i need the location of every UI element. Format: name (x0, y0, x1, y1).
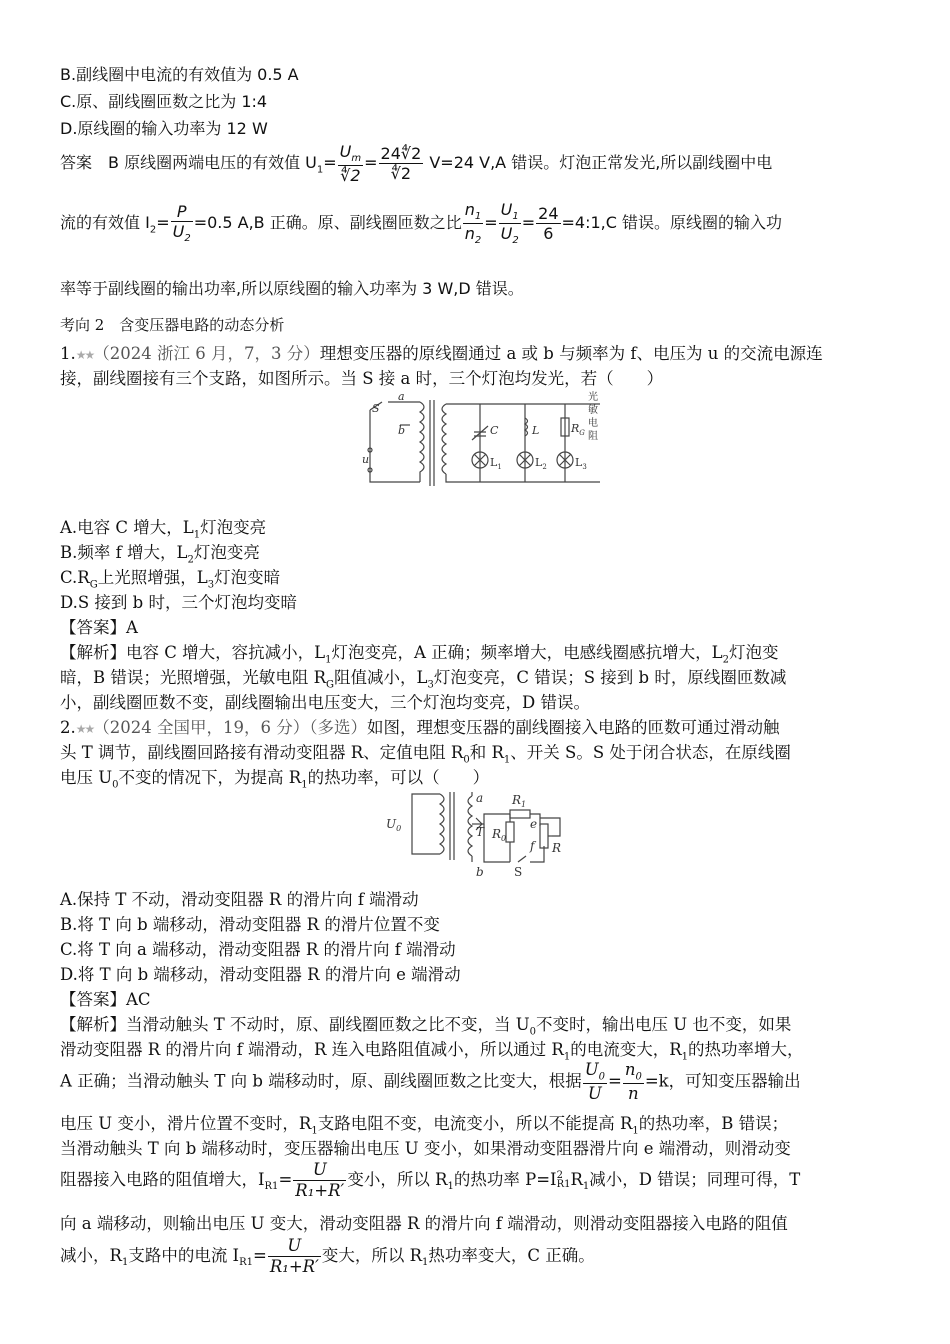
fraction: $\frac{U}{\text{R₁+R′}}$ (295, 1160, 345, 1200)
frac-num: U (500, 200, 513, 219)
q2-stem-line1 (60, 714, 780, 738)
equals: = (323, 153, 337, 173)
label-photo-4: 阻 (588, 431, 598, 442)
fraction (171, 202, 193, 245)
frac-num: U (339, 142, 352, 161)
fraction (499, 200, 521, 247)
question-number: 1. (60, 344, 76, 363)
section-title: 考向 2 含变压器电路的动态分析 (60, 316, 285, 334)
frac-num: n (464, 200, 475, 219)
q2-analysis-line3: A 正确；当滑动触头 T 向 b 端移动时，原、副线圈匝数之比变大，根据 $\frac{U_0}{U}$ = $\frac{n_0}{n}$ =k，可知变压器输出 (60, 1060, 801, 1104)
q1-analysis-line2: 暗，B 错误；光照增强，光敏电阻 $R_G$阻值减小，$L_3$灯泡变亮，C 错误；S 接到 b 时，原线圈匝数减 (60, 668, 787, 691)
q2-stem-line2: 头 T 调节，副线圈回路接有滑动变阻器 R、定值电阻 $R_0$和 $R_1$、开关 S。S 处于闭合状态，在原线圈 (60, 743, 791, 766)
label-a: a (476, 791, 484, 805)
label-u: u (362, 453, 370, 466)
q2-analysis-line1: 【解析】当滑动触头 T 不动时，原、副线圈匝数之比不变，当 $U_0$不变时，输出电压 U 也不变，如果 (60, 1015, 792, 1038)
equals: = (156, 213, 170, 233)
q2-option-d: D.将 T 向 b 端移动，滑动变阻器 R 的滑片向 e 端滑动 (60, 965, 461, 984)
answer1-line3: 率等于副线圈的输出功率,所以原线圈的输入功率为 3 W,D 错误。 (60, 279, 524, 298)
option-d: D.原线圈的输入功率为 12 W (60, 119, 268, 138)
label-rg: $R_G$ (571, 422, 585, 437)
label-u0: $U_0$ (386, 817, 402, 833)
label-a: a (398, 390, 405, 403)
label-b: b (476, 865, 484, 879)
frac-den: n (464, 224, 475, 244)
answer1-text: =4:1,C 错误。原线圈的输入功 (561, 213, 783, 233)
label-f: f (530, 839, 535, 853)
answer1-text: =0.5 A,B 正确。原、副线圈匝数之比 (193, 213, 462, 233)
transformer-circuit-figure-2 (380, 788, 580, 880)
q1-stem-line1 (60, 340, 823, 364)
label-photo-3: 电 (588, 418, 598, 429)
q1-answer: 【答案】A (60, 618, 138, 637)
q2-analysis-line8: 减小，$R_1$支路中的电流 $I_{R1}=$ $\frac{U}{\text{R₁+R′}}$ 变大，所以 $R_1$热功率变大，C 正确。 (60, 1236, 595, 1276)
option-c: C.原、副线圈匝数之比为 1:4 (60, 92, 268, 111)
subscript: 1 (512, 211, 519, 223)
subscript: 2 (512, 235, 519, 247)
label-s: S (372, 402, 380, 415)
transformer-circuit-figure-1 (360, 390, 610, 496)
subscript: 2 (184, 233, 191, 245)
q1-analysis-line1: 【解析】电容 C 增大，容抗减小，$L_1$灯泡变亮，A 正确；频率增大，电感线圈感抗增大，$L_2$灯泡变 (60, 643, 779, 666)
q2-analysis-line7: 向 a 端移动，则输出电压 U 变大，滑动变阻器 R 的滑片向 f 端滑动，则滑动变阻器接入电路的阻值 (60, 1214, 788, 1233)
q2-option-a: A.保持 T 不动，滑动变阻器 R 的滑片向 f 端滑动 (60, 890, 419, 909)
frac-den: ∜2 (340, 166, 361, 186)
frac-num: 24 (538, 204, 559, 223)
label-e: e (530, 817, 538, 831)
q2-option-c: C.将 T 向 a 端移动，滑动变阻器 R 的滑片向 f 端滑动 (60, 940, 456, 959)
q2-stem: 如图，理想变压器的副线圈接入电路的匝数可通过滑动触 (367, 718, 780, 737)
label-l1: $L_1$ (490, 456, 502, 471)
q2-analysis-line6: 阻器接入电路的阻值增大，$I_{R1}=$ $\frac{U}{\text{R₁+R′}}$ 变小，所以 $R_1$的热功率 P=I 2 R1 $R_1$减小，D 错误；同理可得，T (60, 1160, 801, 1200)
q1-option-c: $C.R_G$上光照增强，$L_3$灯泡变暗 (60, 568, 281, 591)
answer1-line2: 流的有效值 $I_2=$ $\frac{P}{U_2}$ =0.5 A,B 正确。原、副线圈匝数之比 $\frac{n_1}{n_2}$ = $\frac{U_1}{U_2}$ = $\frac{24}{6}$ =4:1,C 错误。原线圈的输入功 (60, 200, 783, 247)
label-r1: $R_1$ (512, 793, 527, 809)
difficulty-stars-icon: ★★ (75, 722, 94, 736)
q1-option-a: A.电容 C 增大，$L_1$灯泡变亮 (60, 518, 267, 541)
option-b: B.副线圈中电流的有效值为 0.5 A (60, 65, 299, 84)
frac-num: 24∜2 (380, 144, 422, 163)
q1-stem-line2: 接，副线圈接有三个支路，如图所示。当 S 接 a 时，三个灯泡均发光，若（ ） (60, 369, 664, 388)
fraction: $\frac{n_0}{n}$ (624, 1060, 642, 1104)
label-l2: $L_2$ (535, 456, 547, 471)
answer1-text: 答案 B 原线圈两端电压的有效值 U (60, 153, 317, 173)
label-t: T (476, 825, 485, 839)
q1-option-d: D.S 接到 b 时，三个灯泡均变暗 (60, 593, 297, 612)
fraction (463, 200, 484, 247)
q1-analysis-line3: 小，副线圈匝数不变，副线圈输出电压变大，三个灯泡均变亮，D 错误。 (60, 693, 590, 712)
q2-analysis-line2: 滑动变阻器 R 的滑片向 f 端滑动，R 连入电路阻值减小，所以通过 $R_1$的电流变大，$R_1$的热功率增大， (60, 1040, 804, 1063)
frac-den: U (500, 224, 513, 244)
frac-den: 6 (543, 224, 554, 244)
q2-answer: 【答案】AC (60, 990, 151, 1009)
fraction (338, 142, 363, 185)
label-r: R (552, 841, 562, 855)
fraction: $\frac{U}{\text{R₁+R′}}$ (269, 1236, 319, 1276)
q2-stem-line3: 电压 $U_0$不变的情况下，为提高 $R_1$的热功率，可以（ ） (60, 768, 490, 791)
q2-option-b: B.将 T 向 b 端移动，滑动变阻器 R 的滑片位置不变 (60, 915, 440, 934)
question-number: 2. (60, 718, 76, 737)
subscript: m (351, 153, 362, 165)
label-b: b (398, 424, 406, 437)
question-source: （2024 全国甲，19，6 分）（多选） (93, 718, 367, 737)
frac-den: U (172, 222, 185, 242)
label-c: C (490, 424, 499, 437)
fraction: $\frac{U_0}{U}$ (584, 1060, 605, 1104)
label-s: S (514, 865, 523, 879)
question-source: （2024 浙江 6 月，7，3 分） (93, 344, 320, 363)
fraction (536, 204, 560, 243)
q1-stem: 理想变压器的原线圈通过 a 或 b 与频率为 f、电压为 u 的交流电源连 (319, 344, 823, 363)
label-l3: $L_3$ (575, 456, 587, 471)
answer1-line1: 答案 B 原线圈两端电压的有效值 $U_1=$ $\frac{U_m}{∜2}$ = $\frac{24∜2}{∜2}$ V=24 V,A 错误。灯泡正常发光,所以副线圈中电 (60, 142, 773, 186)
subscript: 1 (316, 164, 324, 176)
answer1-text: 流的有效值 I (60, 213, 150, 233)
subscript: 2 (149, 224, 157, 236)
q2-analysis-line4: 电压 U 变小，滑片位置不变时，$R_1$支路电阻不变，电流变小，所以不能提高 $R_1$的热功率，B 错误； (60, 1114, 789, 1137)
label-photo-1: 光 (588, 392, 598, 403)
subscript: 2 (474, 235, 482, 247)
frac-num: P (171, 202, 193, 222)
label-l: L (532, 424, 540, 437)
subscript: 1 (474, 211, 482, 223)
answer1-text: V=24 V,A 错误。灯泡正常发光,所以副线圈中电 (424, 153, 773, 173)
label-r0: $R_0$ (492, 827, 507, 843)
difficulty-stars-icon: ★★ (75, 348, 94, 362)
label-photo-2: 敏 (588, 405, 598, 416)
frac-den: ∜2 (390, 164, 412, 184)
q1-option-b: B.频率 f 增大，$L_2$灯泡变亮 (60, 543, 260, 566)
fraction (379, 144, 424, 183)
q2-analysis-line5: 当滑动触头 T 向 b 端移动时，变压器输出电压 U 变小，如果滑动变阻器滑片向 e 端滑动，则滑动变 (60, 1139, 791, 1158)
